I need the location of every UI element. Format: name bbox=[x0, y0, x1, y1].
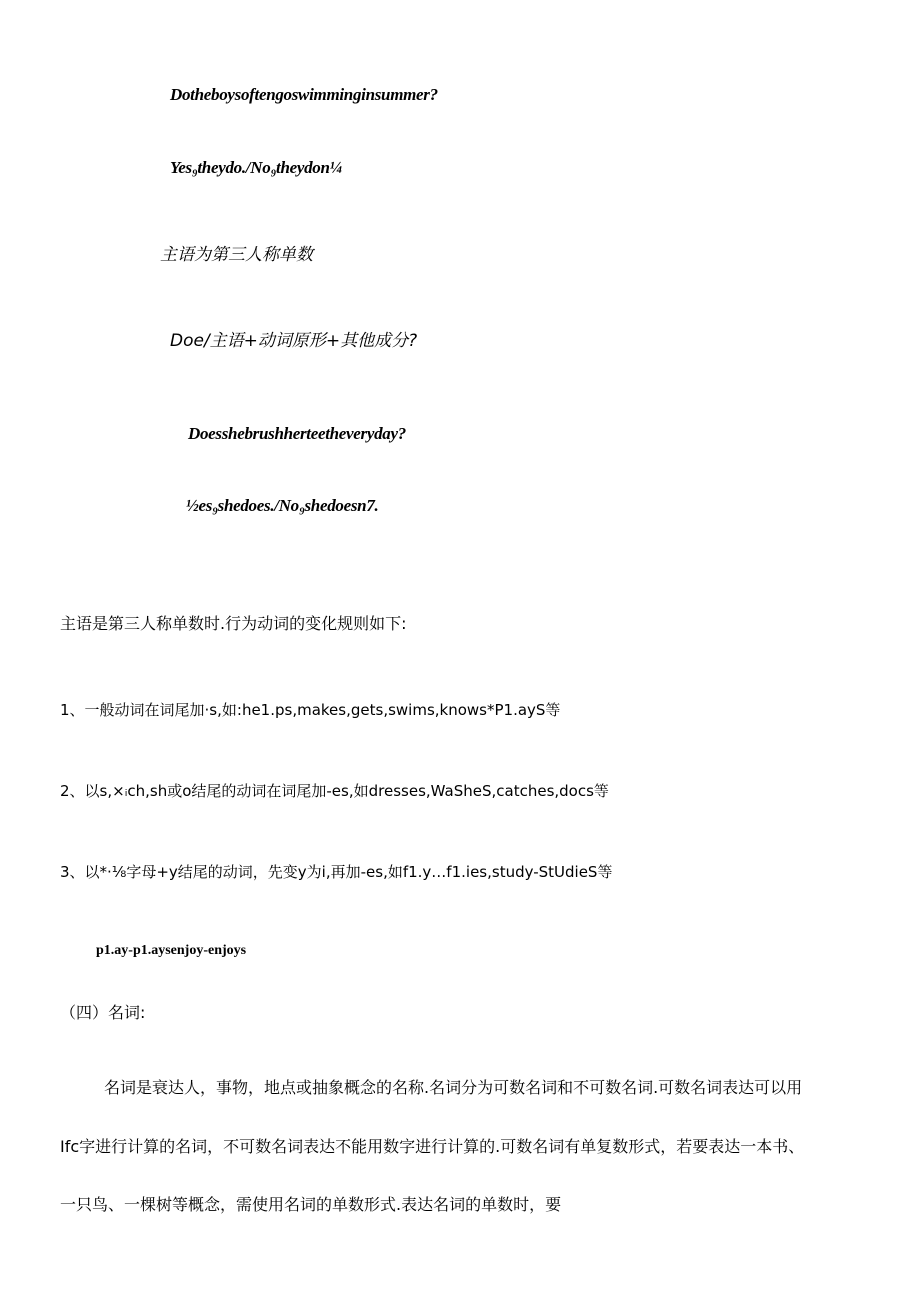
example-question-2: Doesshebrushherteetheveryday? bbox=[188, 424, 406, 443]
question-formula: Doe/主语+动词原形+其他成分? bbox=[170, 331, 418, 351]
example-question-1: Dotheboysoftengoswimminginsummer? bbox=[170, 85, 438, 104]
rules-intro: 主语是第三人称单数时.行为动词的变化规则如下: bbox=[60, 614, 407, 633]
example-answer-2: ½es₉shedoes./No₉shedoesn7. bbox=[186, 496, 379, 515]
section-heading-nouns: （四）名词: bbox=[60, 1003, 146, 1022]
nouns-paragraph-line-1: 名词是衰达人，事物，地点或抽象概念的名称.名词分为可数名词和不可数名词.可数名词表达可以用 bbox=[104, 1078, 803, 1097]
example-answer-1: Yes₉theydo./No₉theydon¼ bbox=[170, 158, 343, 177]
section-label-third-person: 主语为第三人称单数 bbox=[160, 245, 313, 265]
rule-3: 3、以*·⅛字母+y结尾的动词，先变y为i,再加-es,如f1.y…f1.ies,study-StUdieS等 bbox=[60, 863, 613, 881]
rule-2: 2、以s,×ᵢch,sh或o结尾的动词在词尾加-es,如dresses,WaSheS,catches,docs等 bbox=[60, 782, 609, 800]
nouns-paragraph-line-3: 一只鸟、一棵树等概念，需使用名词的单数形式.表达名词的单数时，要 bbox=[60, 1195, 562, 1214]
rule-3-examples: p1.ay-p1.aysenjoy-enjoys bbox=[96, 943, 247, 958]
rule-1: 1、一般动词在词尾加·s,如:he1.ps,makes,gets,swims,knows*P1.ayS等 bbox=[60, 701, 561, 719]
nouns-paragraph-line-2: Ifc字进行计算的名词，不可数名词表达不能用数字进行计算的.可数名词有单复数形式，若要表达一本书、 bbox=[60, 1137, 805, 1156]
